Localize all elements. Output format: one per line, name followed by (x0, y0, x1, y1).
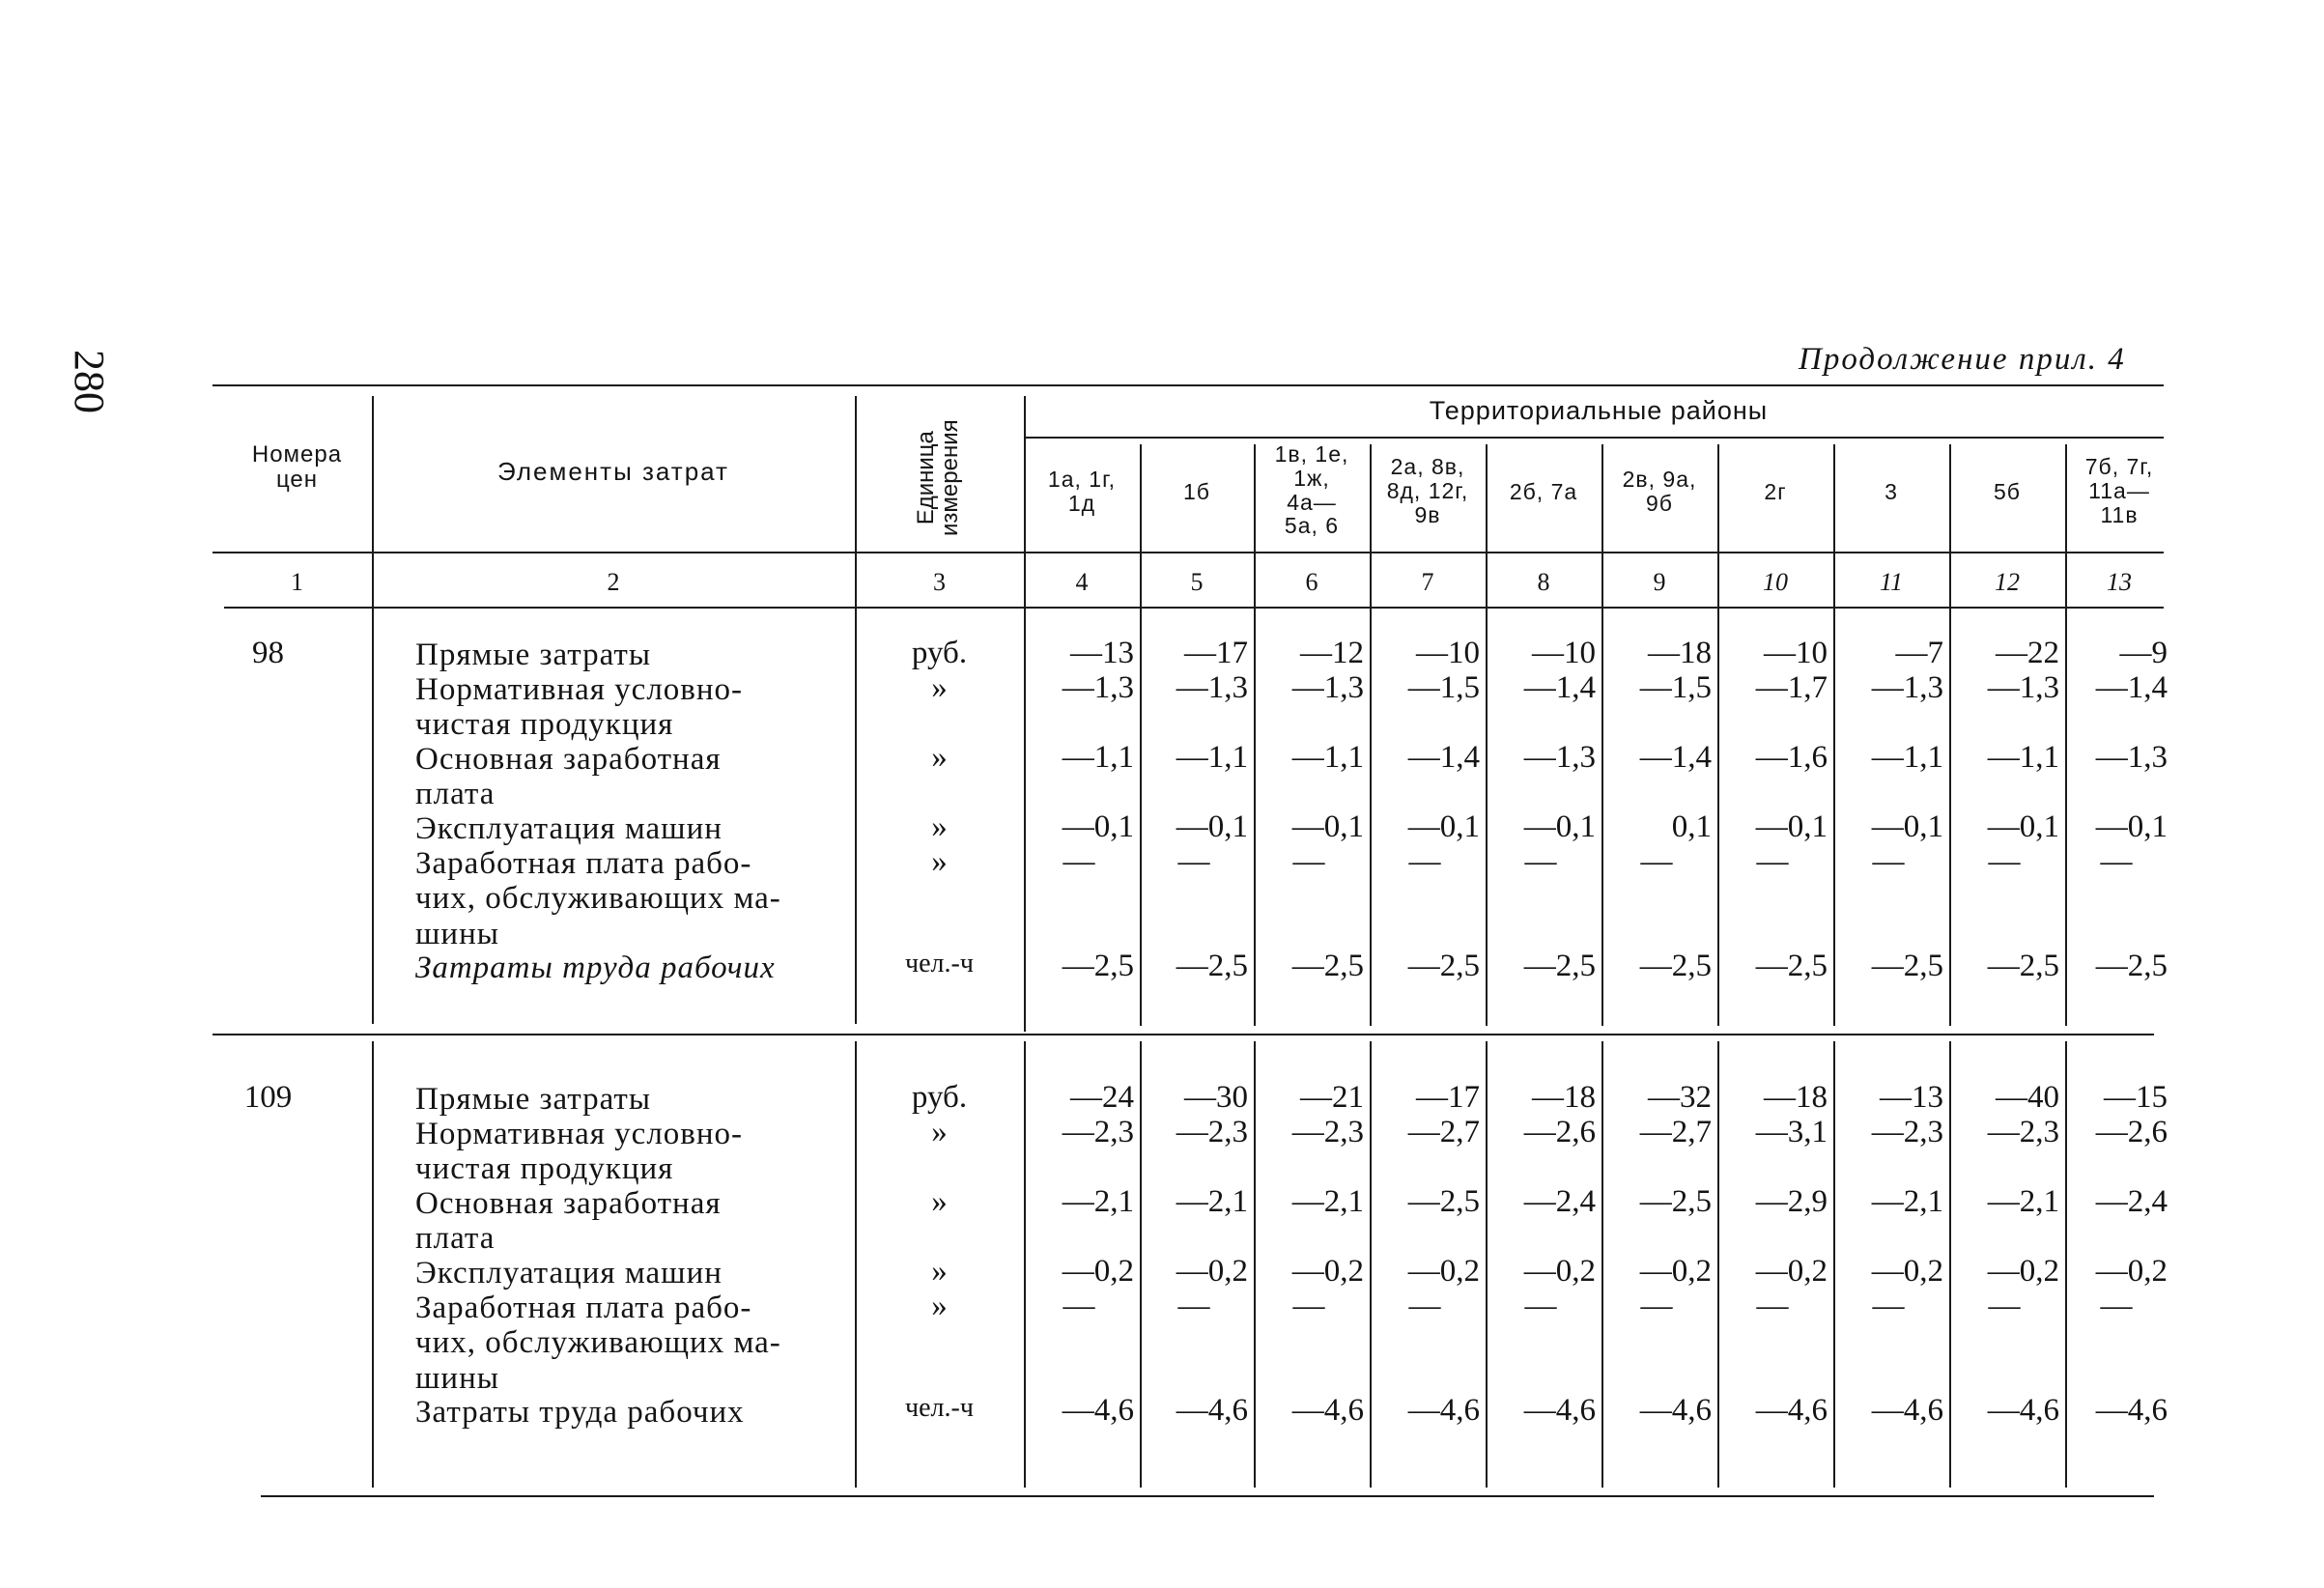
value-cell: —4,6 (2095, 1393, 2168, 1428)
value-cell: —2,9 (1755, 1184, 1828, 1219)
value-cell: —10 (1532, 636, 1596, 670)
value-cell: —0,1 (1987, 809, 2059, 844)
value-cell: —2,5 (1523, 949, 1596, 983)
value-cell: —0,1 (1871, 809, 1943, 844)
column-number-9: 9 (1653, 568, 1666, 596)
header-region-2: 1б (1183, 479, 1210, 504)
unit-cell: » (931, 809, 948, 844)
value-cell: —2,1 (1062, 1184, 1134, 1219)
column-number-2: 2 (607, 568, 620, 596)
value-cell: —0,1 (2095, 809, 2168, 844)
value-cell: —2,6 (1523, 1115, 1596, 1149)
column-line-elements (372, 1041, 374, 1488)
column-number-7: 7 (1421, 568, 1434, 596)
group-separator-rule (213, 1034, 2154, 1035)
column-number-4: 4 (1075, 568, 1089, 596)
price-number-109: 109 (243, 1080, 293, 1115)
value-cell: —4,6 (1176, 1393, 1248, 1428)
column-line-elements (372, 396, 374, 1024)
cost-element-label: Прямые затраты (415, 638, 652, 672)
column-line-region-3 (1370, 444, 1372, 1026)
value-cell: —2,3 (1176, 1115, 1248, 1149)
value-cell: — (1872, 844, 1905, 879)
value-cell: —0,1 (1062, 809, 1134, 844)
value-cell: —0,2 (1176, 1254, 1248, 1289)
value-cell: —1,3 (1871, 670, 1943, 705)
value-cell: —2,5 (1639, 949, 1712, 983)
cost-element-label: Основная заработная плата (415, 742, 722, 812)
value-cell: —4,6 (1639, 1393, 1712, 1428)
value-cell: —0,2 (1407, 1254, 1480, 1289)
header-unit: Единица измерения (913, 419, 964, 536)
header-region-7: 2г (1764, 479, 1787, 504)
value-cell: —4,6 (1291, 1393, 1364, 1428)
value-cell: —1,5 (1639, 670, 1712, 705)
column-line-region-1 (1140, 444, 1142, 1026)
value-cell: —4,6 (1062, 1393, 1134, 1428)
value-cell: —0,1 (1291, 809, 1364, 844)
page-number: 280 (66, 350, 113, 413)
value-cell: —4,6 (1407, 1393, 1480, 1428)
value-cell: —2,5 (1639, 1184, 1712, 1219)
value-cell: —0,2 (1987, 1254, 2059, 1289)
header-price-number: Номера цен (251, 441, 343, 493)
price-number-98: 98 (252, 636, 284, 670)
value-cell: —4,6 (1523, 1393, 1596, 1428)
value-cell: —1,3 (1176, 670, 1248, 705)
value-cell: —1,3 (2095, 740, 2168, 775)
value-cell: —2,3 (1291, 1115, 1364, 1149)
header-territorial: Территориальные районы (1429, 396, 1769, 425)
value-cell: —2,5 (1755, 949, 1828, 983)
unit-cell: » (931, 1184, 948, 1219)
cost-element-label: Затраты труда рабочих (415, 1395, 745, 1430)
value-cell: —0,2 (1755, 1254, 1828, 1289)
table-caption: Продолжение прил. 4 (1799, 342, 2126, 377)
value-cell: —0,2 (1523, 1254, 1596, 1289)
value-cell: —2,6 (2095, 1115, 2168, 1149)
column-number-10: 10 (1763, 568, 1788, 596)
value-cell: —0,1 (1523, 809, 1596, 844)
value-cell: — (1292, 844, 1325, 879)
value-cell: — (1640, 844, 1673, 879)
value-cell: —10 (1764, 636, 1828, 670)
value-cell: —2,3 (1062, 1115, 1134, 1149)
unit-cell: чел.-ч (905, 949, 974, 978)
value-cell: —0,1 (1755, 809, 1828, 844)
column-number-11: 11 (1879, 568, 1904, 596)
cost-element-label: Эксплуатация машин (415, 811, 723, 846)
value-cell: —18 (1648, 636, 1712, 670)
value-cell: —0,1 (1407, 809, 1480, 844)
column-number-3: 3 (933, 568, 946, 596)
value-cell: — (1292, 1289, 1325, 1323)
value-cell: —2,1 (1291, 1184, 1364, 1219)
value-cell: —21 (1300, 1080, 1364, 1115)
value-cell: — (1756, 1289, 1789, 1323)
cost-element-label: Нормативная условно- чистая продукция (415, 672, 744, 743)
value-cell: —2,5 (1291, 949, 1364, 983)
value-cell: —1,1 (1987, 740, 2059, 775)
cost-element-label: Заработная плата рабо- чих, обслуживающих ма- шины (415, 1290, 781, 1396)
cost-element-label: Основная заработная плата (415, 1186, 722, 1257)
value-cell: —0,2 (1062, 1254, 1134, 1289)
value-cell: —4,6 (1987, 1393, 2059, 1428)
value-cell: —22 (1996, 636, 2059, 670)
value-cell: —1,3 (1987, 670, 2059, 705)
column-number-6: 6 (1305, 568, 1318, 596)
value-cell: — (1177, 1289, 1210, 1323)
value-cell: —1,7 (1755, 670, 1828, 705)
value-cell: —2,4 (2095, 1184, 2168, 1219)
value-cell: 0,1 (1671, 809, 1712, 844)
value-cell: —0,2 (1291, 1254, 1364, 1289)
unit-cell: » (931, 1254, 948, 1289)
header-region-1: 1а, 1г, 1д (1047, 467, 1117, 516)
column-line-region-8 (1949, 444, 1951, 1026)
column-number-rule (224, 607, 2164, 609)
value-cell: —17 (1416, 1080, 1480, 1115)
value-cell: — (1524, 844, 1557, 879)
value-cell: —2,1 (1987, 1184, 2059, 1219)
value-cell: —13 (1880, 1080, 1943, 1115)
value-cell: — (1756, 844, 1789, 879)
column-line-region-7 (1833, 444, 1835, 1026)
value-cell: —2,3 (1987, 1115, 2059, 1149)
value-cell: —2,1 (1176, 1184, 1248, 1219)
territorial-underline (1024, 437, 2164, 439)
header-region-3: 1в, 1е, 1ж, 4а— 5а, 6 (1274, 441, 1349, 539)
value-cell: —0,2 (2095, 1254, 2168, 1289)
unit-cell: руб. (911, 636, 968, 670)
cost-element-label: Нормативная условно- чистая продукция (415, 1117, 744, 1187)
column-line-units (855, 396, 857, 1024)
value-cell: —2,5 (1407, 949, 1480, 983)
column-line-region-6 (1717, 444, 1719, 1026)
column-line-region-5 (1601, 444, 1603, 1026)
header-region-5: 2б, 7а (1509, 479, 1578, 504)
value-cell: — (1177, 844, 1210, 879)
value-cell: —1,5 (1407, 670, 1480, 705)
unit-cell: » (931, 740, 948, 775)
value-cell: —10 (1416, 636, 1480, 670)
value-cell: —1,4 (1407, 740, 1480, 775)
value-cell: —1,6 (1755, 740, 1828, 775)
header-cost-elements: Элементы затрат (497, 457, 729, 486)
value-cell: — (1408, 844, 1441, 879)
value-cell: —1,3 (1062, 670, 1134, 705)
value-cell: —1,4 (1523, 670, 1596, 705)
value-cell: —30 (1184, 1080, 1248, 1115)
unit-cell: » (931, 844, 948, 879)
column-number-1: 1 (291, 568, 303, 596)
value-cell: —7 (1895, 636, 1943, 670)
value-cell: — (1408, 1289, 1441, 1323)
value-cell: —40 (1996, 1080, 2059, 1115)
unit-cell: чел.-ч (905, 1393, 974, 1423)
value-cell: —0,1 (1176, 809, 1248, 844)
value-cell: — (2100, 844, 2133, 879)
value-cell: — (2100, 1289, 2133, 1323)
column-number-8: 8 (1537, 568, 1550, 596)
value-cell: —2,5 (1407, 1184, 1480, 1219)
value-cell: —18 (1764, 1080, 1828, 1115)
value-cell: —1,3 (1291, 670, 1364, 705)
value-cell: —1,1 (1291, 740, 1364, 775)
value-cell: —0,2 (1639, 1254, 1712, 1289)
value-cell: —2,5 (1987, 949, 2059, 983)
value-cell: — (1640, 1289, 1673, 1323)
value-cell: —9 (2119, 636, 2168, 670)
value-cell: —18 (1532, 1080, 1596, 1115)
value-cell: —1,3 (1523, 740, 1596, 775)
value-cell: —1,1 (1871, 740, 1943, 775)
value-cell: — (1063, 1289, 1095, 1323)
value-cell: —2,7 (1407, 1115, 1480, 1149)
value-cell: —4,6 (1871, 1393, 1943, 1428)
cost-element-label: Заработная плата рабо- чих, обслуживающих ма- шины (415, 846, 781, 951)
value-cell: —13 (1070, 636, 1134, 670)
cost-element-label: Затраты труда рабочих (415, 950, 776, 985)
header-region-8: 3 (1885, 479, 1898, 504)
table-top-rule (213, 384, 2164, 386)
column-number-13: 13 (2107, 568, 2132, 596)
unit-cell: » (931, 670, 948, 705)
value-cell: —2,5 (1062, 949, 1134, 983)
column-number-12: 12 (1995, 568, 2020, 596)
value-cell: —1,1 (1176, 740, 1248, 775)
value-cell: —1,4 (2095, 670, 2168, 705)
value-cell: —15 (2104, 1080, 2168, 1115)
header-bottom-rule (213, 552, 2164, 553)
value-cell: — (1524, 1289, 1557, 1323)
unit-cell: » (931, 1115, 948, 1149)
column-line-region-4 (1486, 444, 1488, 1026)
header-region-6: 2в, 9а, 9б (1622, 467, 1697, 516)
value-cell: —2,5 (1176, 949, 1248, 983)
value-cell: —1,1 (1062, 740, 1134, 775)
unit-cell: руб. (911, 1080, 968, 1115)
table-bottom-rule (261, 1495, 2154, 1497)
value-cell: —0,2 (1871, 1254, 1943, 1289)
value-cell: — (1988, 1289, 2021, 1323)
value-cell: —1,4 (1639, 740, 1712, 775)
value-cell: — (1063, 844, 1095, 879)
value-cell: — (1988, 844, 2021, 879)
column-number-5: 5 (1190, 568, 1204, 596)
value-cell: —2,5 (1871, 949, 1943, 983)
value-cell: —24 (1070, 1080, 1134, 1115)
cost-element-label: Прямые затраты (415, 1082, 652, 1117)
value-cell: —2,5 (2095, 949, 2168, 983)
value-cell: —3,1 (1755, 1115, 1828, 1149)
header-region-4: 2а, 8в, 8д, 12г, 9в (1386, 454, 1469, 527)
value-cell: — (1872, 1289, 1905, 1323)
column-line-region-9 (2065, 444, 2067, 1026)
value-cell: —17 (1184, 636, 1248, 670)
value-cell: —2,7 (1639, 1115, 1712, 1149)
unit-cell: » (931, 1289, 948, 1323)
value-cell: —4,6 (1755, 1393, 1828, 1428)
header-region-10: 7б, 7г, 11а— 11в (2084, 454, 2154, 527)
value-cell: —12 (1300, 636, 1364, 670)
value-cell: —2,3 (1871, 1115, 1943, 1149)
value-cell: —32 (1648, 1080, 1712, 1115)
value-cell: —2,4 (1523, 1184, 1596, 1219)
cost-element-label: Эксплуатация машин (415, 1256, 723, 1290)
header-region-9: 5б (1994, 479, 2021, 504)
value-cell: —2,1 (1871, 1184, 1943, 1219)
